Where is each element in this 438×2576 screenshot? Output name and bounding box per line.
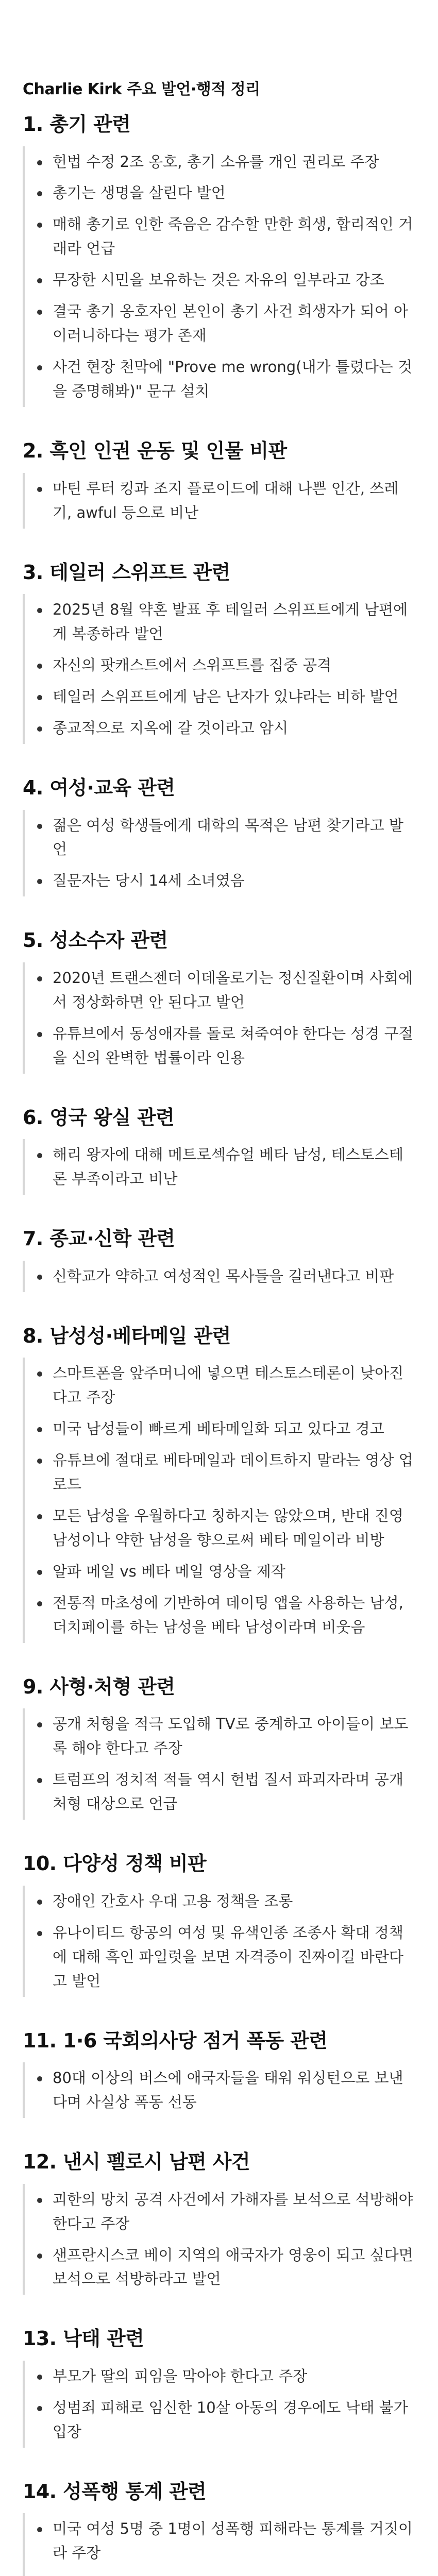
list-item-text: 부모가 딸의 피임을 막아야 한다고 주장 bbox=[53, 2367, 308, 2385]
list-item bbox=[25, 1261, 415, 1292]
bullet-dot-icon bbox=[37, 2198, 42, 2203]
bullet-dot-icon bbox=[37, 976, 42, 981]
list-item bbox=[25, 713, 415, 744]
bullet-dot-icon bbox=[37, 1601, 42, 1606]
bullet-dot-icon bbox=[37, 1514, 42, 1519]
section bbox=[23, 1675, 415, 1820]
list-item-text: 유나이티드 항공의 여성 및 유색인종 조종사 확대 정책에 대해 흑인 파일럿을 보면 자격증이 진짜이길 바란다고 발언 bbox=[53, 1923, 403, 1990]
list-item-text: 전통적 마초성에 기반하여 데이팅 앱을 사용하는 남성, 더치페이를 하는 남성을 베타 남성이라며 비웃음 bbox=[53, 1594, 403, 1636]
list-item bbox=[25, 2361, 415, 2392]
list-item-text: 헌법 수정 2조 옹호, 총기 소유를 개인 권리로 주장 bbox=[53, 152, 379, 171]
section bbox=[23, 928, 415, 1073]
list-item bbox=[25, 810, 415, 866]
section bbox=[23, 1227, 415, 1292]
bullet-dot-icon bbox=[37, 1778, 42, 1783]
list-item bbox=[25, 296, 415, 351]
list-item-text: 샌프란시스코 베이 지역의 애국자가 영웅이 되고 싶다면 보석으로 석방하라고 발언 bbox=[53, 2246, 413, 2288]
section-heading: 5. 성소수자 관련 bbox=[23, 929, 168, 952]
list-item-text: 성범죄 피해로 임신한 10살 아동의 경우에도 낙태 불가 입장 bbox=[53, 2398, 408, 2441]
bullet-dot-icon bbox=[37, 1459, 42, 1464]
section-heading: 14. 성폭행 통계 관련 bbox=[23, 2480, 207, 2503]
bullet-dot-icon bbox=[37, 1900, 42, 1905]
section-heading: 7. 종교·신학 관련 bbox=[23, 1227, 175, 1250]
bullet-dot-icon bbox=[37, 1275, 42, 1280]
section-heading: 4. 여성·교육 관련 bbox=[23, 776, 175, 799]
list-item bbox=[25, 1917, 415, 1997]
bullet-dot-icon bbox=[37, 223, 42, 228]
bullet-list bbox=[23, 146, 415, 408]
bullet-list bbox=[23, 962, 415, 1074]
section-heading: 12. 낸시 펠로시 남편 사건 bbox=[23, 2150, 250, 2174]
list-item-text: 무장한 시민을 보유하는 것은 자유의 일부라고 강조 bbox=[53, 271, 384, 289]
list-item-text: 유튜브에 절대로 베타메일과 데이트하지 말라는 영상 업로드 bbox=[53, 1451, 413, 1494]
list-item-text: 마틴 루터 킹과 조지 플로이드에 대해 나쁜 인간, 쓰레기, awful 등으로 비난 bbox=[53, 479, 399, 521]
list-item-text: 모든 남성을 우월하다고 칭하지는 않았으며, 반대 진영 남성이나 약한 남성을 향으로써 베타 메일이라 비방 bbox=[53, 1507, 403, 1549]
bullet-dot-icon bbox=[37, 2406, 42, 2411]
list-item bbox=[25, 594, 415, 650]
bullet-dot-icon bbox=[37, 1371, 42, 1377]
list-item-text: 미국 남성들이 빠르게 베타메일화 되고 있다고 경고 bbox=[53, 1420, 384, 1438]
bullet-list bbox=[23, 1886, 415, 1997]
section bbox=[23, 776, 415, 896]
bullet-dot-icon bbox=[37, 1427, 42, 1432]
list-item-text: 총기는 생명을 살린다 발언 bbox=[53, 184, 226, 202]
bullet-list bbox=[23, 2062, 415, 2118]
section-heading: 10. 다양성 정책 비판 bbox=[23, 1852, 207, 1875]
section bbox=[23, 439, 415, 528]
bullet-list bbox=[23, 473, 415, 529]
bullet-dot-icon bbox=[37, 824, 42, 829]
list-item-text: 스마트폰을 앞주머니에 넣으면 테스토스테론이 낮아진다고 주장 bbox=[53, 1364, 404, 1406]
bullet-dot-icon bbox=[37, 608, 42, 613]
list-item-text: 유튜브에서 동성애자를 돌로 쳐죽여야 한다는 성경 구절을 신의 완벽한 법률이라 인용 bbox=[53, 1024, 413, 1066]
list-item bbox=[25, 2513, 415, 2569]
section-heading: 3. 테일러 스위프트 관련 bbox=[23, 561, 230, 584]
bullet-list bbox=[23, 2184, 415, 2295]
bullet-list bbox=[23, 2361, 415, 2448]
section bbox=[23, 2327, 415, 2447]
list-item bbox=[25, 1764, 415, 1820]
bullet-dot-icon bbox=[37, 487, 42, 492]
section-heading: 11. 1·6 국회의사당 점거 폭동 관련 bbox=[23, 2029, 328, 2052]
bullet-dot-icon bbox=[37, 1722, 42, 1727]
list-item-text: 80대 이상의 버스에 애국자들을 태워 워싱턴으로 보낸다며 사실상 폭동 선동 bbox=[53, 2069, 403, 2111]
bullet-dot-icon bbox=[37, 664, 42, 669]
list-item bbox=[25, 1556, 415, 1587]
bullet-list bbox=[23, 810, 415, 897]
list-item-text: 2020년 트랜스젠더 이데올로기는 정신질환이며 사회에서 정상화하면 안 된다고 발언 bbox=[53, 969, 413, 1011]
bullet-list bbox=[23, 1358, 415, 1643]
bullet-list bbox=[23, 1139, 415, 1195]
list-item-text: 결국 총기 옹호자인 본인이 총기 사건 희생자가 되어 아이러니하다는 평가 존재 bbox=[53, 302, 409, 345]
section bbox=[23, 1106, 415, 1195]
bullet-list bbox=[23, 2513, 415, 2576]
section bbox=[23, 2150, 415, 2295]
list-item-text: 2025년 8월 약혼 발표 후 테일러 스위프트에게 남편에게 복종하라 발언 bbox=[53, 601, 408, 643]
document-title: Charlie Kirk 주요 발언·행적 정리 bbox=[23, 80, 260, 98]
list-item-text: 괴한의 망치 공격 사건에서 가해자를 보석으로 석방해야 한다고 주장 bbox=[53, 2190, 413, 2232]
bullet-list bbox=[23, 594, 415, 744]
list-item-text: 알파 메일 vs 베타 메일 영상을 제작 bbox=[53, 1562, 285, 1580]
list-item-text: 젊은 여성 학생들에게 대학의 목적은 남편 찾기라고 발언 bbox=[53, 816, 403, 858]
bullet-dot-icon bbox=[37, 191, 42, 196]
list-item-text: 질문자는 당시 14세 소녀였음 bbox=[53, 872, 245, 890]
bullet-dot-icon bbox=[37, 879, 42, 884]
bullet-dot-icon bbox=[37, 2076, 42, 2081]
section-heading: 13. 낙태 관련 bbox=[23, 2327, 144, 2350]
list-item bbox=[25, 2392, 415, 2448]
bullet-dot-icon bbox=[37, 2253, 42, 2259]
list-item bbox=[25, 1018, 415, 1074]
list-item bbox=[25, 2240, 415, 2295]
list-item bbox=[25, 2062, 415, 2118]
section bbox=[23, 112, 415, 407]
bullet-dot-icon bbox=[37, 310, 42, 315]
list-item-text: 테일러 스위프트에게 남은 난자가 있냐라는 비하 발언 bbox=[53, 688, 399, 706]
bullet-dot-icon bbox=[37, 1153, 42, 1158]
list-item bbox=[25, 1139, 415, 1195]
list-item bbox=[25, 264, 415, 296]
bullet-dot-icon bbox=[37, 2375, 42, 2380]
bullet-list bbox=[23, 1261, 415, 1292]
bullet-dot-icon bbox=[37, 278, 42, 283]
list-item-text: 종교적으로 지옥에 갈 것이라고 암시 bbox=[53, 719, 289, 737]
list-item bbox=[25, 1587, 415, 1643]
section bbox=[23, 2480, 415, 2576]
list-item-text: 미국 여성 5명 중 1명이 성폭행 피해라는 통계를 거짓이라 주장 bbox=[53, 2520, 413, 2562]
list-item-text: 해리 왕자에 대해 메트로섹슈얼 베타 남성, 테스토스테론 부족이라고 비난 bbox=[53, 1146, 403, 1188]
bullet-dot-icon bbox=[37, 160, 42, 165]
section-heading: 6. 영국 왕실 관련 bbox=[23, 1106, 175, 1129]
section bbox=[23, 561, 415, 744]
list-item-text: 장애인 간호사 우대 고용 정책을 조롱 bbox=[53, 1892, 293, 1910]
bullet-dot-icon bbox=[37, 1570, 42, 1575]
list-item bbox=[25, 1500, 415, 1556]
list-item bbox=[25, 1708, 415, 1764]
section-heading: 8. 남성성·베타메일 관련 bbox=[23, 1324, 231, 1347]
bullet-dot-icon bbox=[37, 695, 42, 700]
list-item-text: 사건 현장 천막에 "Prove me wrong(내가 틀렸다는 것을 증명해봐)" 문구 설치 bbox=[53, 358, 413, 400]
list-item bbox=[25, 351, 415, 407]
list-item bbox=[25, 1445, 415, 1500]
bullet-dot-icon bbox=[37, 1931, 42, 1936]
list-item bbox=[25, 2569, 415, 2576]
list-item bbox=[25, 1413, 415, 1445]
list-item-text: 신학교가 약하고 여성적인 목사들을 길러낸다고 비판 bbox=[53, 1267, 394, 1285]
bullet-dot-icon bbox=[37, 726, 42, 732]
bullet-dot-icon bbox=[37, 1032, 42, 1037]
list-item-text: 트럼프의 정치적 적들 역시 헌법 질서 파괴자라며 공개 처형 대상으로 언급 bbox=[53, 1771, 403, 1813]
section bbox=[23, 1324, 415, 1643]
list-item bbox=[25, 681, 415, 713]
list-item bbox=[25, 650, 415, 681]
section bbox=[23, 2029, 415, 2118]
list-item bbox=[25, 962, 415, 1018]
list-item-text: 매해 총기로 인한 죽음은 감수할 만한 희생, 합리적인 거래라 언급 bbox=[53, 215, 413, 258]
bullet-dot-icon bbox=[37, 365, 42, 370]
section-heading: 9. 사형·처형 관련 bbox=[23, 1675, 175, 1698]
section-heading: 1. 총기 관련 bbox=[23, 113, 131, 135]
list-item-text: 자신의 팟캐스트에서 스위프트를 집중 공격 bbox=[53, 656, 332, 674]
section bbox=[23, 1852, 415, 1996]
section-heading: 2. 흑인 인권 운동 및 인물 비판 bbox=[23, 439, 287, 463]
sections-container bbox=[23, 112, 415, 2576]
list-item bbox=[25, 865, 415, 896]
bullet-dot-icon bbox=[37, 2527, 42, 2532]
list-item bbox=[25, 1886, 415, 1917]
list-item bbox=[25, 2184, 415, 2240]
bullet-list bbox=[23, 1708, 415, 1820]
list-item bbox=[25, 209, 415, 264]
list-item bbox=[25, 177, 415, 209]
list-item-text: 공개 처형을 적극 도입해 TV로 중계하고 아이들이 보도록 해야 한다고 주장 bbox=[53, 1715, 409, 1757]
list-item bbox=[25, 473, 415, 529]
list-item bbox=[25, 1358, 415, 1413]
list-item bbox=[25, 146, 415, 178]
